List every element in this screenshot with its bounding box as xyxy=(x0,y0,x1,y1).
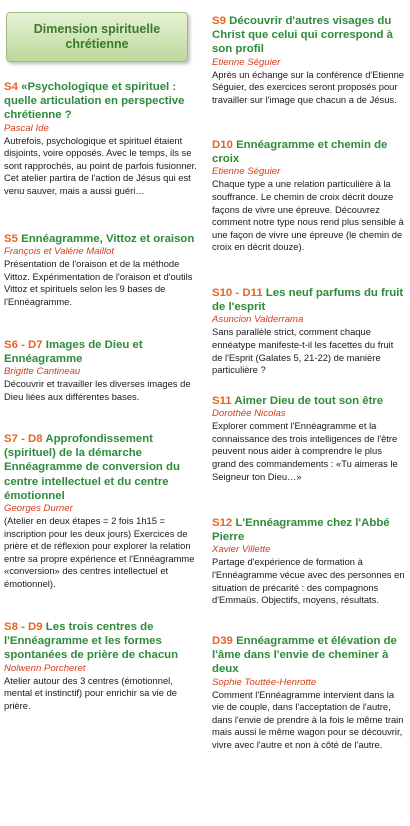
session-s6-d7 xyxy=(4,338,200,404)
session-description: Partage d'expérience de formation à l'Ennéagramme vécue avec des personnes en situation de précarité : des compagnons d'Emmaüs. Objectifs, moyens, résultats. xyxy=(212,556,405,606)
section-title: Dimension spirituelle chrétienne xyxy=(33,22,161,51)
session-title: D39 Ennéagramme et élévation de l'âme dans l'envie de cheminer à deux xyxy=(212,635,397,676)
session-title: S12 L'Ennéagramme chez l'Abbé Pierre xyxy=(212,517,390,544)
session-title: S9 Découvrir d'autres visages du Christ que celui qui correspond à son profil xyxy=(212,15,394,56)
session-title: S7 - D8 Approfondissement (spirituel) de la démarche Ennéagramme de conversion du centre intellectuel et du centre émotionnel xyxy=(4,433,180,502)
session-author: Brigitte Cantineau xyxy=(4,366,81,378)
session-title: S11 Aimer Dieu de tout son être xyxy=(212,395,384,407)
session-title: S6 - D7 Images de Dieu et Ennéagramme xyxy=(4,339,143,366)
session-title: S4 «Psychologique et spirituel : quelle articulation en perspective chrétienne ? xyxy=(4,81,185,122)
session-description: (Atelier en deux étapes = 2 fois 1h15 = inscription pour les deux jours) Exercices de prière et de réflexion pour explorer la relation entre sa propre expérience et l'Ennéagramme «conversion» des centres intellectuel et émotionnel). xyxy=(4,515,195,589)
session-author: Pascal Ide xyxy=(4,122,49,134)
session-s8-d9 xyxy=(4,620,200,712)
session-description: Chaque type a une relation particulière à la souffrance. Le chemin de croix décrit douze façons de vivre une épreuve. Découvrez comment notre type nous rend plus sensible à une façon de vivre une épreuve (le chemin de croix en décrit douze). xyxy=(212,178,404,253)
session-s5 xyxy=(4,232,200,309)
session-title: S5 Ennéagramme, Vittoz et oraison xyxy=(4,233,195,245)
session-description: Comment l'Ennéagramme intervient dans la vie de couple, dans l'acceptation de l'autre, dans l'envie de prendre à la fois le même train mais aussi le même wagon pour se découvrir, vivre avec l'autre et non à côté de l'autre. xyxy=(212,688,404,750)
session-s11 xyxy=(212,394,406,483)
session-d39 xyxy=(212,634,406,752)
session-author: Etienne Séguier xyxy=(212,56,281,68)
session-author: Xavier Villette xyxy=(212,544,271,556)
session-author: François et Valérie Maillot xyxy=(4,246,115,258)
session-title: S8 - D9 Les trois centres de l'Ennéagramme et les formes spontanées de prière de chacun xyxy=(4,621,179,662)
session-author: Nolwenn Porcheret xyxy=(4,662,86,674)
session-s4 xyxy=(4,80,200,198)
session-d10 xyxy=(212,138,406,254)
session-s10-d11 xyxy=(212,286,406,377)
section-header xyxy=(6,12,188,62)
session-description: Autrefois, psychologique et spirituel étaient disjoints, voire opposés. Avec le temps, ils se sont rapprochés, au point de parfois fusionner. Cet atelier partira de l'action de Jésus qui est venu sauver, mais a aussi guéri… xyxy=(4,134,197,196)
session-description: Atelier autour des 3 centres (émotionnel, mental et instinctif) pour enrichir sa vie de prière. xyxy=(4,674,177,711)
session-title: S10 - D11 Les neuf parfums du fruit de l'esprit xyxy=(212,287,404,314)
session-author: Georges Durner xyxy=(4,503,73,515)
session-s12 xyxy=(212,516,406,607)
session-author: Sophie Touttée-Henrotte xyxy=(212,676,317,688)
session-s7-d8 xyxy=(4,432,200,591)
session-author: Asuncion Valderrama xyxy=(212,314,304,326)
session-author: Etienne Séguier xyxy=(212,166,281,178)
session-description: Présentation de l'oraison et de la méthode Vittoz. Expérimentation de l'oraison et d'outils Vittoz et spirituels selon les 9 bases de l'Ennéagramme. xyxy=(4,258,193,307)
session-description: Découvrir et travailler les diverses images de Dieu liées aux différentes bases. xyxy=(4,378,191,402)
session-author: Dorothée Nicolas xyxy=(212,408,286,420)
session-description: Explorer comment l'Ennéagramme et la connaissance des trois intelligences de l'être peuvent nous aider à comprendre le plus grand des commandements : «Tu aimeras le Seigneur ton Dieu…» xyxy=(212,420,398,482)
session-description: Sans parallèle strict, comment chaque ennéatype manifeste-t-il les facettes du fruit de l'Esprit (Galates 5, 21-22) de manière particulière ? xyxy=(212,326,394,376)
session-title: D10 Ennéagramme et chemin de croix xyxy=(212,139,388,166)
session-description: Après un échange sur la conférence d'Etienne Séguier, des exercices seront proposés pour travailler sur l'image que chacun a de Jésus. xyxy=(212,68,405,105)
session-s9 xyxy=(212,14,406,106)
